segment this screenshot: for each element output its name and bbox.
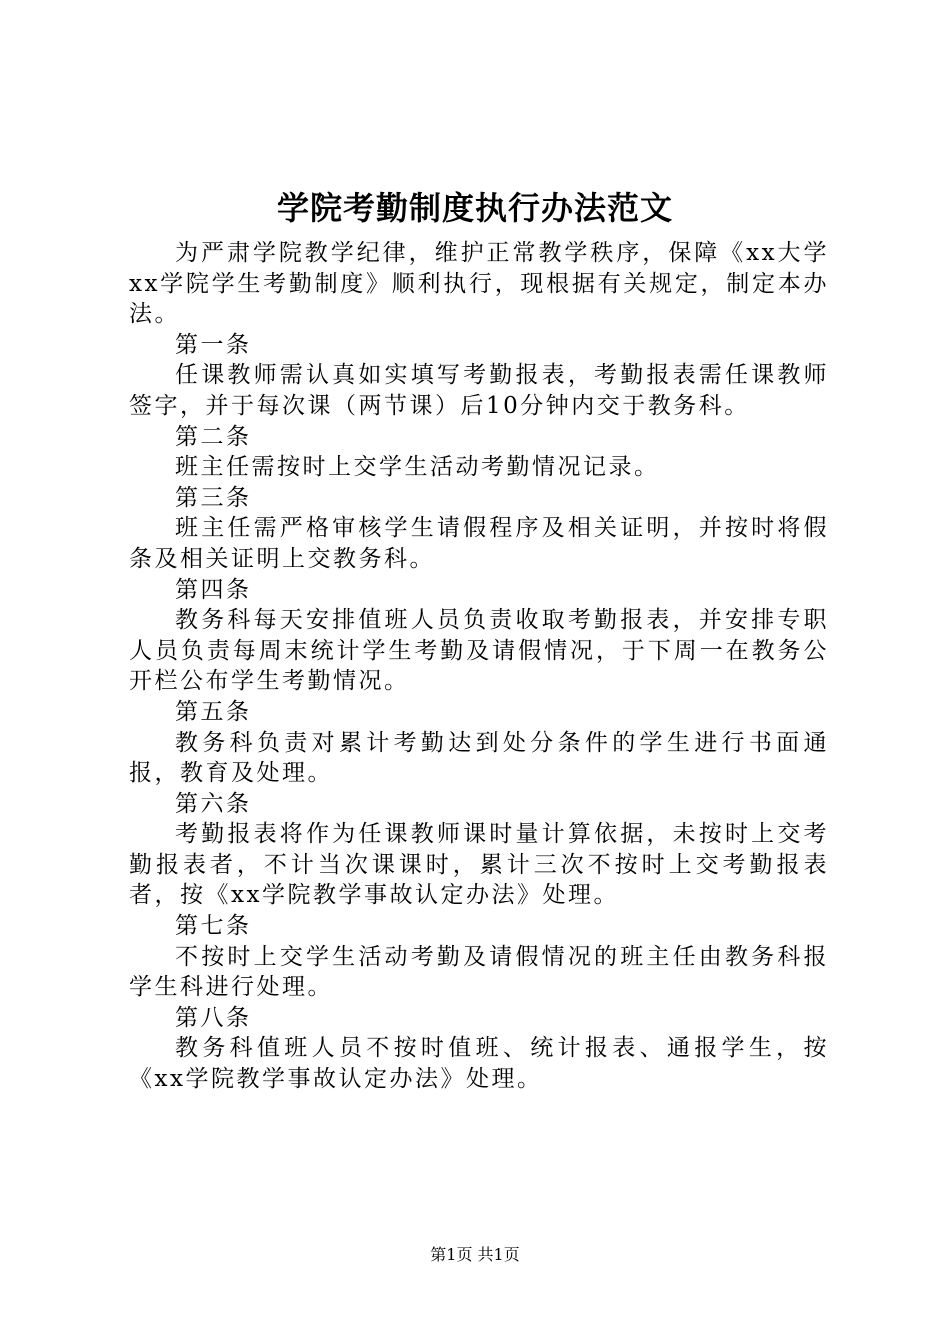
article-2-text: 班主任需按时上交学生活动考勤情况记录。 xyxy=(175,454,660,481)
article-6-text: 考勤报表将作为任课教师课时量计算依据，未按时上交考勤报表者，不计当次课课时，累计三次不按时上交考勤报表者，按《xx学院教学事故认定办法》处理。 xyxy=(129,821,829,909)
document-body xyxy=(129,238,829,1095)
article-8-heading: 第八条 xyxy=(175,1004,252,1031)
article-1-heading: 第一条 xyxy=(175,331,252,358)
article-7-text: 不按时上交学生活动考勤及请假情况的班主任由教务科报学生科进行处理。 xyxy=(129,943,829,1001)
article-7-heading: 第七条 xyxy=(175,913,252,940)
article-4-text: 教务科每天安排值班人员负责收取考勤报表，并安排专职人员负责每周末统计学生考勤及请假情况，于下周一在教务公开栏公布学生考勤情况。 xyxy=(129,607,829,695)
article-6-heading: 第六条 xyxy=(175,790,252,817)
page-footer: 第1页 共1页 xyxy=(430,1245,520,1264)
document-title: 学院考勤制度执行办法范文 xyxy=(276,189,673,227)
article-2-heading: 第二条 xyxy=(175,423,252,450)
article-4-heading: 第四条 xyxy=(175,576,252,603)
article-5-heading: 第五条 xyxy=(175,698,252,725)
article-8-text: 教务科值班人员不按时值班、统计报表、通报学生，按《xx学院教学事故认定办法》处理。 xyxy=(129,1035,829,1093)
article-3-text: 班主任需严格审核学生请假程序及相关证明，并按时将假条及相关证明上交教务科。 xyxy=(129,515,829,572)
article-5-text: 教务科负责对累计考勤达到处分条件的学生进行书面通报，教育及处理。 xyxy=(129,729,829,787)
intro-paragraph: 为严肃学院教学纪律，维护正常教学秩序，保障《xx大学xx学院学生考勤制度》顺利执行，现根据有关规定，制定本办法。 xyxy=(129,240,829,328)
article-1-text: 任课教师需认真如实填写考勤报表，考勤报表需任课教师签字，并于每次课（两节课）后10分钟内交于教务科。 xyxy=(129,362,829,419)
article-3-heading: 第三条 xyxy=(175,484,252,511)
